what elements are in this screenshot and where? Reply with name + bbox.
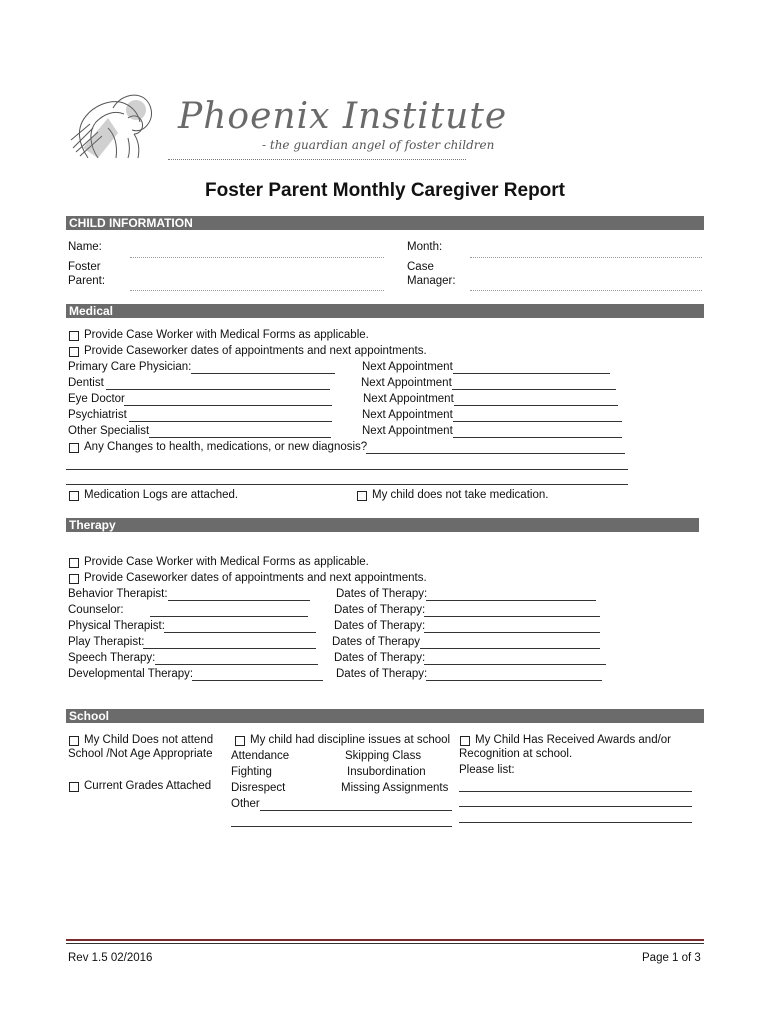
behavior-therapist-field[interactable] [168,600,310,601]
logo-wordmark: Phoenix Institute [178,96,508,137]
school-header: School [66,709,704,723]
medical-dates-checkbox[interactable] [69,347,79,357]
play-therapist-label: Play Therapist: [68,636,145,648]
physical-dates-label: Dates of Therapy: [334,620,426,632]
health-changes-line-2[interactable] [66,469,628,470]
dentist-label: Dentist [68,377,104,389]
therapy-forms-label: Provide Case Worker with Medical Forms as applicable. [84,556,369,568]
behavior-therapist-label: Behavior Therapist: [68,588,168,600]
foster-label-line2: Parent: [68,275,106,287]
dentist-next-field[interactable] [452,389,616,390]
awards-checkbox[interactable] [460,736,470,746]
discipline-label: My child had discipline issues at school [250,734,451,746]
insubordination-option[interactable]: Insubordination [347,766,426,778]
disrespect-option[interactable]: Disrespect [231,782,286,794]
speech-dates-label: Dates of Therapy: [334,652,426,664]
play-dates-field[interactable] [420,648,600,649]
health-changes-line-3[interactable] [66,484,628,485]
therapy-dates-checkbox[interactable] [69,574,79,584]
medication-logs-label: Medication Logs are attached. [84,489,239,501]
missing-assignments-option[interactable]: Missing Assignments [341,782,449,794]
medical-forms-checkbox[interactable] [69,331,79,341]
behavior-dates-label: Dates of Therapy: [336,588,428,600]
other-label: Other [231,798,260,810]
primary-care-next-label: Next Appointment [362,361,453,373]
grades-attached-checkbox[interactable] [69,782,79,792]
month-field[interactable] [470,257,702,258]
play-dates-label: Dates of Therapy [332,636,421,648]
psychiatrist-field[interactable] [129,421,332,422]
eye-doctor-next-label: Next Appointment [363,393,454,405]
medical-forms-label: Provide Case Worker with Medical Forms as applicable. [84,329,369,341]
physical-dates-field[interactable] [424,632,600,633]
other-specialist-next-label: Next Appointment [362,425,453,437]
medication-logs-checkbox[interactable] [69,491,79,501]
medical-header: Medical [66,304,704,318]
other-specialist-label: Other Specialist [68,425,150,437]
developmental-dates-field[interactable] [426,680,602,681]
dentist-field[interactable] [106,389,330,390]
footer-rule-thin [66,943,704,944]
foster-parent-field[interactable] [130,290,384,291]
psychiatrist-label: Psychiatrist [68,409,127,421]
eye-doctor-field[interactable] [124,405,332,406]
skipping-class-option[interactable]: Skipping Class [345,750,422,762]
page-title: Foster Parent Monthly Caregiver Report [204,180,566,201]
name-label: Name: [68,241,102,253]
psychiatrist-next-field[interactable] [453,421,622,422]
please-list-label: Please list: [459,764,515,776]
health-changes-checkbox[interactable] [69,443,79,453]
logo-underline [168,159,466,160]
developmental-therapy-field[interactable] [192,680,323,681]
primary-care-label: Primary Care Physician: [68,361,192,373]
counselor-field[interactable] [150,616,308,617]
physical-therapist-field[interactable] [164,632,316,633]
physical-therapist-label: Physical Therapist: [68,620,165,632]
not-age-appropriate-label: School /Not Age Appropriate [68,748,213,760]
fighting-option[interactable]: Fighting [231,766,272,778]
play-therapist-field[interactable] [143,648,316,649]
awards-label: My Child Has Received Awards and/or [475,734,672,746]
foster-label-line1: Foster [68,261,101,273]
therapy-dates-label: Provide Caseworker dates of appointments and next appointments. [84,572,427,584]
developmental-dates-label: Dates of Therapy: [336,668,428,680]
developmental-therapy-label: Developmental Therapy: [68,668,194,680]
dentist-next-label: Next Appointment [361,377,452,389]
eye-doctor-label: Eye Doctor [68,393,125,405]
other-field-line-2[interactable] [231,826,452,827]
discipline-checkbox[interactable] [235,736,245,746]
counselor-dates-label: Dates of Therapy: [334,604,426,616]
behavior-dates-field[interactable] [426,600,596,601]
attendance-option[interactable]: Attendance [231,750,290,762]
no-medication-label: My child does not take medication. [372,489,549,501]
phoenix-angel-logo-icon [68,88,163,160]
therapy-header: Therapy [66,518,699,532]
page-number: Page 1 of 3 [642,952,701,964]
other-specialist-field[interactable] [149,437,331,438]
logo-tagline: - the guardian angel of foster children [262,138,495,152]
primary-care-next-field[interactable] [453,373,610,374]
health-changes-label: Any Changes to health, medications, or new diagnosis? [84,441,368,453]
other-specialist-next-field[interactable] [453,437,622,438]
other-field[interactable] [260,810,452,811]
name-field[interactable] [130,257,384,258]
not-attend-checkbox[interactable] [69,736,79,746]
awards-line-2[interactable] [459,806,692,807]
primary-care-field[interactable] [191,373,335,374]
footer-rule [66,939,704,941]
not-attend-label: My Child Does not attend [84,734,214,746]
child-info-header: CHILD INFORMATION [66,216,704,230]
case-label-line1: Case [407,261,434,273]
speech-therapy-label: Speech Therapy: [68,652,156,664]
grades-attached-label: Current Grades Attached [84,780,212,792]
awards-line-1[interactable] [459,791,692,792]
health-changes-field[interactable] [366,453,625,454]
speech-therapy-field[interactable] [155,664,318,665]
medical-dates-label: Provide Caseworker dates of appointments and next appointments. [84,345,427,357]
therapy-forms-checkbox[interactable] [69,558,79,568]
speech-dates-field[interactable] [424,664,606,665]
month-label: Month: [407,241,443,253]
revision-label: Rev 1.5 02/2016 [68,952,153,964]
no-medication-checkbox[interactable] [357,491,367,501]
awards-line-3[interactable] [459,822,692,823]
case-label-line2: Manager: [407,275,456,287]
eye-doctor-next-field[interactable] [454,405,618,406]
recognition-label: Recognition at school. [459,748,573,760]
psychiatrist-next-label: Next Appointment [362,409,453,421]
counselor-dates-field[interactable] [424,616,600,617]
counselor-label: Counselor: [68,604,124,616]
case-manager-field[interactable] [470,290,702,291]
